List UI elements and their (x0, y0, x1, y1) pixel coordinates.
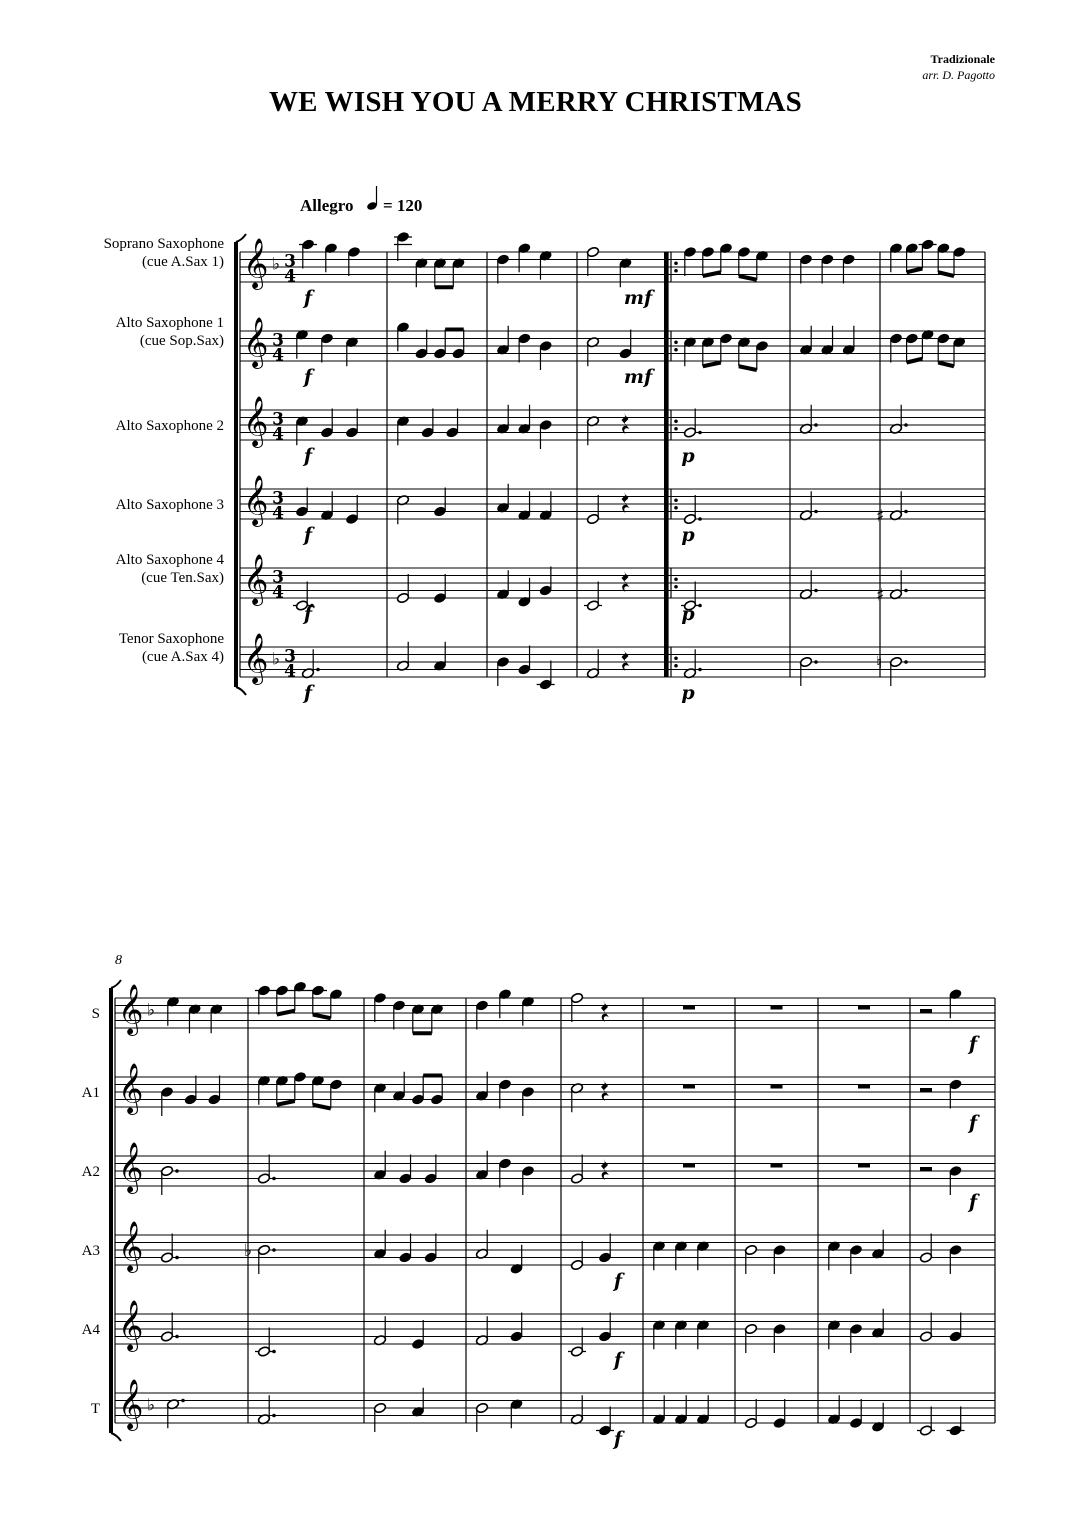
augmentation-dot (175, 1335, 179, 1339)
bracket-hook (236, 687, 246, 695)
repeat-thick-bar (664, 440, 668, 489)
staff (115, 1388, 995, 1436)
staff (240, 642, 985, 690)
whole-rest (771, 1085, 783, 1089)
staff (240, 405, 985, 489)
treble-clef-icon: 𝄞 (243, 396, 269, 447)
quarter-rest (622, 492, 630, 513)
dynamic-marking: p (681, 603, 695, 625)
treble-clef-icon: 𝄞 (243, 554, 269, 605)
key-signature-flat: ♭ (272, 254, 281, 275)
staff-label: Soprano Saxophone (103, 236, 224, 252)
whole-rest (683, 1006, 695, 1010)
augmentation-dot (814, 589, 818, 593)
repeat-dot (674, 656, 678, 660)
staff-label: A3 (81, 1243, 100, 1259)
arranger-credit: arr. D. Pagotto (922, 68, 995, 82)
quarter-rest (622, 650, 630, 671)
staff (115, 1071, 995, 1156)
repeat-thick-bar (664, 568, 668, 598)
augmentation-dot (904, 510, 908, 514)
repeat-dot (674, 577, 678, 581)
bracket-hook (111, 1433, 121, 1441)
dynamic-marking: p (681, 445, 695, 467)
augmentation-dot (814, 660, 818, 664)
beam (277, 1101, 295, 1105)
whole-rest (771, 1006, 783, 1010)
beam (313, 1015, 331, 1019)
dynamic-marking: f (613, 1349, 623, 1371)
time-signature-denominator: 4 (284, 266, 296, 287)
repeat-dot (674, 585, 678, 589)
dynamic-marking: f (303, 366, 313, 388)
augmentation-dot (316, 668, 320, 672)
time-signature-numerator: 3 (272, 488, 284, 509)
treble-clef-icon: 𝄞 (118, 1300, 144, 1351)
half-rest (920, 1009, 932, 1013)
beam (739, 276, 757, 280)
staff-label: Alto Saxophone 1 (115, 315, 224, 331)
quarter-rest (601, 1159, 609, 1180)
treble-clef-icon: 𝄞 (118, 1379, 144, 1430)
augmentation-dot (814, 423, 818, 427)
dynamic-marking: p (681, 524, 695, 546)
staff-cue-label: (cue A.Sax 1) (141, 254, 224, 270)
dynamic-marking: f (613, 1270, 623, 1292)
staff-label: Alto Saxophone 2 (115, 418, 224, 434)
beam (907, 359, 923, 363)
augmentation-dot (698, 517, 702, 521)
repeat-dot (674, 664, 678, 668)
measure-number: 8 (115, 953, 122, 968)
treble-clef-icon: 𝄞 (118, 984, 144, 1035)
whole-rest (771, 1164, 783, 1168)
piece-title: WE WISH YOU A MERRY CHRISTMAS (268, 86, 803, 118)
key-signature-flat: ♭ (272, 649, 281, 670)
dynamic-marking: f (968, 1033, 978, 1055)
repeat-thick-bar (664, 647, 668, 677)
half-rest (920, 1167, 932, 1171)
dynamic-marking: mf (623, 287, 653, 309)
staff-label: T (90, 1401, 100, 1417)
time-signature-denominator: 4 (272, 345, 284, 366)
time-signature-numerator: 3 (272, 409, 284, 430)
treble-clef-icon: 𝄞 (243, 475, 269, 526)
time-signature-denominator: 4 (272, 582, 284, 603)
augmentation-dot (272, 1350, 276, 1354)
staff-label: Alto Saxophone 4 (115, 552, 224, 568)
dynamic-marking: f (303, 524, 313, 546)
repeat-thick-bar (664, 282, 668, 331)
repeat-thick-bar (664, 598, 668, 647)
time-signature-denominator: 4 (272, 503, 284, 524)
tempo-value: = 120 (383, 196, 423, 215)
augmentation-dot (698, 604, 702, 608)
augmentation-dot (904, 423, 908, 427)
augmentation-dot (175, 1256, 179, 1260)
staff-label: A2 (81, 1164, 100, 1180)
time-signature-denominator: 4 (284, 661, 296, 682)
staff-cue-label: (cue A.Sax 4) (141, 649, 224, 665)
beam (703, 272, 721, 276)
whole-rest (683, 1164, 695, 1168)
half-rest (920, 1088, 932, 1092)
repeat-thick-bar (664, 410, 668, 440)
staff (240, 567, 985, 648)
staff-label: S (91, 1006, 100, 1022)
dynamic-marking: f (613, 1428, 623, 1450)
dynamic-marking: mf (623, 366, 653, 388)
time-signature-numerator: 3 (272, 567, 284, 588)
beam (277, 1011, 295, 1015)
repeat-dot (674, 427, 678, 431)
staff-label: A1 (81, 1085, 100, 1101)
augmentation-dot (904, 660, 908, 664)
time-signature-numerator: 3 (284, 251, 296, 272)
accidental: ♭ (244, 1241, 253, 1261)
key-signature-flat: ♭ (147, 1395, 156, 1416)
tempo-text: Allegro (300, 196, 354, 215)
beam (938, 272, 954, 276)
dynamic-marking: f (303, 603, 313, 625)
quarter-rest (601, 1001, 609, 1022)
augmentation-dot (814, 510, 818, 514)
staff (115, 1151, 995, 1235)
treble-clef-icon: 𝄞 (243, 238, 269, 289)
augmentation-dot (175, 1169, 179, 1173)
accidental: ♯ (876, 506, 885, 527)
repeat-dot (674, 261, 678, 265)
augmentation-dot (698, 668, 702, 672)
staff (240, 322, 985, 410)
augmentation-dot (272, 1177, 276, 1181)
quarter-rest (622, 571, 630, 592)
staff (115, 1309, 995, 1393)
dynamic-marking: f (303, 682, 313, 704)
dynamic-marking: f (968, 1191, 978, 1213)
repeat-thick-bar (664, 331, 668, 361)
treble-clef-icon: 𝄞 (118, 1142, 144, 1193)
treble-clef-icon: 𝄞 (243, 317, 269, 368)
augmentation-dot (904, 589, 908, 593)
beam (739, 366, 757, 370)
dynamic-marking: f (303, 287, 313, 309)
staff-cue-label: (cue Ten.Sax) (141, 570, 224, 586)
treble-clef-icon: 𝄞 (118, 1063, 144, 1114)
composer-credit: Tradizionale (930, 52, 995, 66)
staff-label: Alto Saxophone 3 (115, 497, 224, 513)
repeat-dot (674, 340, 678, 344)
treble-clef-icon: 𝄞 (243, 633, 269, 684)
repeat-thick-bar (664, 489, 668, 519)
time-signature-numerator: 3 (272, 330, 284, 351)
beam (703, 363, 721, 367)
time-signature-numerator: 3 (284, 646, 296, 667)
whole-rest (683, 1085, 695, 1089)
repeat-dot (674, 498, 678, 502)
staff (115, 981, 995, 1077)
augmentation-dot (272, 1248, 276, 1252)
dynamic-marking: p (681, 682, 695, 704)
beam (907, 269, 923, 273)
beam (313, 1105, 331, 1109)
repeat-thick-bar (664, 519, 668, 568)
augmentation-dot (698, 431, 702, 435)
treble-clef-icon: 𝄞 (118, 1221, 144, 1272)
dynamic-marking: f (303, 445, 313, 467)
staff-cue-label: (cue Sop.Sax) (139, 333, 224, 349)
augmentation-dot (272, 1414, 276, 1418)
accidental: ♯ (876, 585, 885, 606)
repeat-dot (674, 506, 678, 510)
staff (240, 484, 985, 568)
repeat-dot (674, 419, 678, 423)
repeat-thick-bar (664, 252, 668, 282)
whole-rest (858, 1006, 870, 1010)
staff-label: A4 (81, 1322, 100, 1338)
staff-label: Tenor Saxophone (118, 631, 224, 647)
whole-rest (858, 1085, 870, 1089)
repeat-thick-bar (664, 361, 668, 410)
time-signature-denominator: 4 (272, 424, 284, 445)
accidental: ♮ (876, 653, 883, 673)
augmentation-dot (181, 1399, 185, 1403)
beam (938, 363, 954, 367)
repeat-dot (674, 269, 678, 273)
repeat-dot (674, 348, 678, 352)
quarter-rest (622, 413, 630, 434)
whole-rest (858, 1164, 870, 1168)
key-signature-flat: ♭ (147, 1000, 156, 1021)
staff (240, 231, 985, 331)
dynamic-marking: f (968, 1112, 978, 1134)
quarter-rest (601, 1080, 609, 1101)
